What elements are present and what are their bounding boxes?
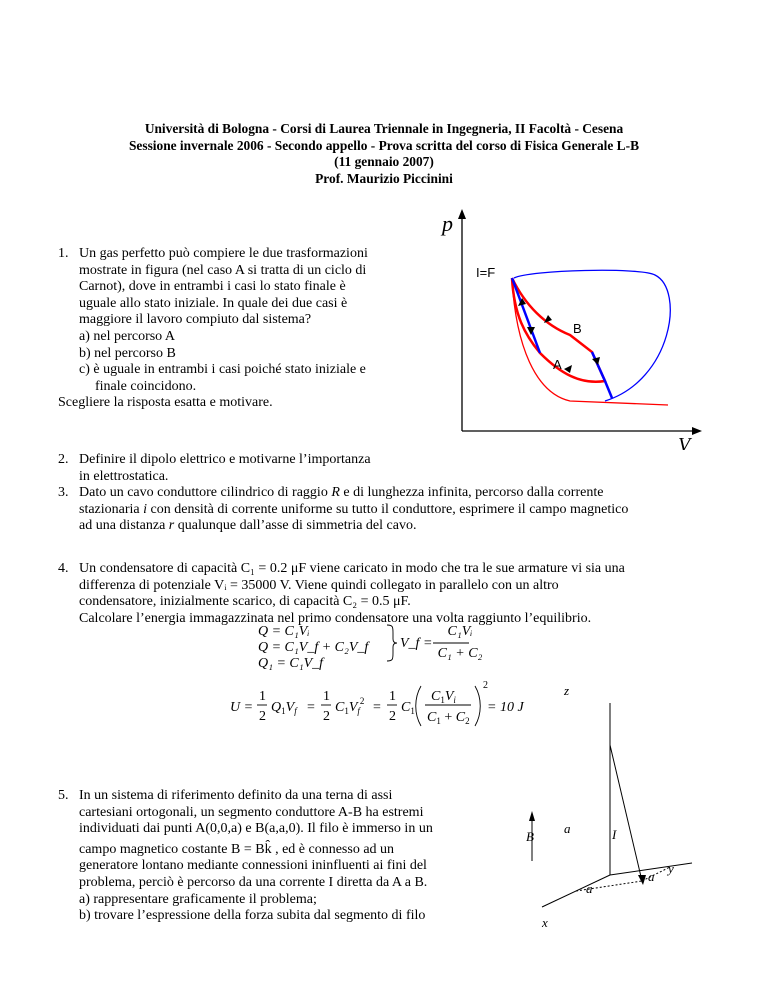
q1-line: Carnot), dove in entrambi i casi lo stato finale è [79, 279, 346, 295]
axes-3d-diagram [520, 675, 710, 935]
energy-lhs: U = [230, 700, 254, 715]
label-path-a: A [553, 357, 562, 372]
q5-line: campo magnetico costante B = Bk̂ , ed è connesso ad un [79, 841, 395, 857]
pv-diagram [440, 205, 710, 450]
term-q1vf: $Q_1V_f$ [271, 700, 297, 716]
exponent-2: 2 [483, 680, 488, 691]
q3-text: e di lunghezza infinita, percorso dalla corrente [339, 485, 604, 501]
question-1 [58, 246, 458, 412]
frac-1: 1 [389, 689, 396, 704]
label-x: x [542, 915, 548, 930]
q5-line: b) trovare l’espressione della forza subita dal segmento di filo [79, 908, 426, 924]
frac-2: 2 [389, 709, 396, 724]
label-a-x: a [586, 881, 593, 896]
label-z: z [564, 683, 570, 698]
q5-number: 5. [58, 788, 69, 803]
q5-line: generatore lontano mediante connessioni ininfluenti ai fini del [79, 858, 427, 874]
frac-1: 1 [259, 689, 266, 704]
current-arrow-icon [638, 875, 646, 885]
q4-line: Calcolare l’energia immagazzinata nel primo condensatore una volta raggiunto l’equilibrio. [79, 610, 592, 626]
header-line-3: (11 gennaio 2007) [334, 154, 434, 170]
label-a-y: a [648, 869, 655, 884]
q4-line: differenza di potenziale Vᵢ = 35000 V. Viene quindi collegato in parallelo con un altro [79, 577, 559, 593]
header-line-1: Università di Bologna - Corsi di Laurea Triennale in Ingegneria, II Facoltà - Cesena [144, 121, 624, 136]
label-b-field: B [526, 829, 534, 844]
frac-2: 2 [323, 709, 330, 724]
q3-text: con densità di corrente uniforme su tutto il conduttore, esprimere il campo magnetico [147, 501, 629, 517]
term-c1vf2: $C_1V_f^2$ [335, 696, 365, 716]
q3-text: qualunque dall’asse di simmetria del cavo. [174, 518, 417, 534]
frac-den: $C_1 + C_2$ [427, 710, 470, 726]
q3-text: ad una distanza [79, 518, 169, 534]
q2-number: 2. [58, 452, 69, 467]
header-line-2: Sessione invernale 2006 - Secondo appello - Prova scritta del corso di Fisica Generale L-B [128, 137, 640, 153]
q3-var-r-upper: R [331, 485, 340, 501]
frac-2: 2 [259, 709, 266, 724]
label-initial-final: I=F [476, 265, 496, 280]
vf-numerator: C₁Vᵢ [447, 624, 473, 639]
p-axis-arrow-icon [458, 209, 466, 219]
question-2 [58, 452, 708, 535]
frac-num: $C_1V_i$ [431, 689, 456, 705]
eq-line: Q = C₁V_f + C₂V_f [258, 640, 369, 655]
q5-line: cartesiani ortogonali, un segmento conduttore A-B ha estremi [79, 804, 424, 820]
label-a-z: a [564, 821, 571, 836]
label-path-b: B [573, 321, 582, 336]
q1-option-a: a) nel percorso A [79, 328, 176, 344]
term-c1: $C_1$ [401, 700, 415, 716]
vf-lhs: V_f = [400, 636, 433, 651]
exam-header [60, 121, 708, 187]
q3-text: stazionaria [79, 501, 144, 517]
q3-number: 3. [58, 485, 69, 501]
question-5 [58, 788, 508, 925]
path-a-blue-segment [592, 352, 605, 381]
q5-line: individuati dai punti A(0,0,a) e B(a,a,0). Il filo è immerso in un [79, 821, 433, 837]
q5-line: a) rappresentare graficamente il problema; [79, 891, 317, 907]
q1-option-c: c) è uguale in entrambi i casi poiché stato iniziale e [79, 362, 366, 378]
energy-result: = 10 J [487, 700, 524, 715]
q1-instruction: Scegliere la risposta esatta e motivare. [58, 395, 273, 411]
question-4 [58, 561, 708, 627]
q1-line: mostrate in figura (nel caso A si tratta di un ciclo di [79, 262, 367, 278]
q5-line: In un sistema di riferimento definito da una terna di assi [79, 788, 393, 803]
q1-option-c-cont: finale coincidono. [95, 378, 197, 394]
eq-line: Q₁ = C₁V_f [258, 656, 324, 671]
frac-1: 1 [323, 689, 330, 704]
q4-line: condensatore, inizialmente scarico, di capacità C₂ = 0.5 μF. [79, 594, 411, 610]
label-current: I [612, 827, 617, 842]
q3-var-i: i [143, 501, 148, 517]
b-field-arrow-icon [529, 811, 535, 821]
q1-line: uguale allo stato iniziale. In quale dei due casi è [79, 295, 348, 311]
q1-option-b: b) nel percorso B [79, 345, 176, 361]
equals: = [373, 700, 381, 715]
q3-var-r: r [168, 518, 175, 534]
eq-line: Q = C₁Vᵢ [258, 624, 310, 639]
p-axis-label: p [442, 211, 453, 236]
q4-number: 4. [58, 561, 69, 576]
v-axis-arrow-icon [692, 427, 702, 435]
equations-system [258, 624, 368, 672]
equals: = [307, 700, 315, 715]
q1-line: Un gas perfetto può compiere le due trasformazioni [79, 246, 368, 261]
q5-line: problema, perciò è percorso da una corrente I diretta da A a B. [79, 874, 428, 890]
q3-text: Dato un cavo conduttore cilindrico di raggio [79, 485, 332, 501]
label-y: y [668, 861, 674, 876]
v-axis-label: V [678, 434, 691, 450]
header-line-4: Prof. Maurizio Piccinini [315, 170, 453, 186]
projection-line [642, 867, 670, 881]
q1-number: 1. [58, 246, 69, 261]
q2-line: Definire il dipolo elettrico e motivarne l’importanza [79, 452, 371, 467]
path-b-blue-segment [605, 381, 612, 398]
vf-denominator: C₁ + C₂ [437, 646, 483, 661]
q2-line: in elettrostatica. [79, 468, 169, 484]
q1-line: maggiore il lavoro compiuto dal sistema? [79, 312, 312, 328]
wire-ab [610, 745, 642, 881]
q4-line: Un condensatore di capacità C₁ = 0.2 μF viene caricato in modo che tra le sue armature vi sia una [79, 561, 625, 576]
